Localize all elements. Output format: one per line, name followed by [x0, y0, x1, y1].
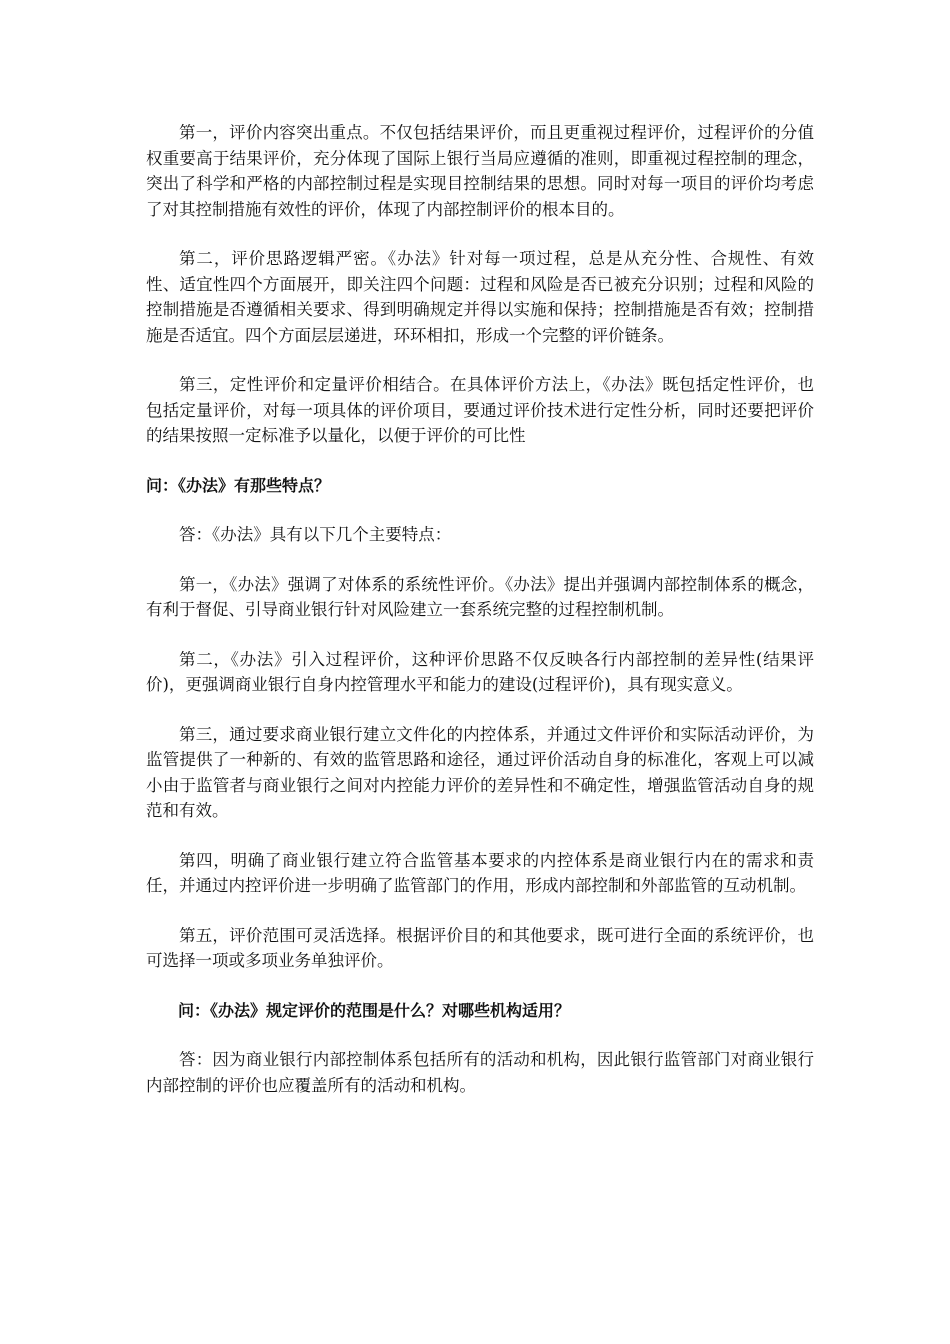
- answer-point-1: 第一，《办法》强调了对体系的系统性评价。《办法》提出并强调内部控制体系的概念，有利于督促、引导商业银行针对风险建立一套系统完整的过程控制机制。: [146, 574, 814, 619]
- question-heading-features: 问：《办法》有那些特点？: [146, 475, 331, 495]
- answer-scope: 答：因为商业银行内部控制体系包括所有的活动和机构，因此银行监管部门对商业银行内部控制的评价也应覆盖所有的活动和机构。: [146, 1050, 814, 1095]
- paragraph-feature-1: 第一，评价内容突出重点。不仅包括结果评价，而且更重视过程评价，过程评价的分值权重要高于结果评价，充分体现了国际上银行当局应遵循的准则，即重视过程控制的理念，突出了科学和严格的内部控制过程是实现目控制结果的思想。同时对每一项目的评价均考虑了对其控制措施有效性的评价，体现了内部控制评价的根本目的。: [146, 123, 814, 219]
- document-body: [146, 120, 814, 1122]
- answer-point-2: 第二，《办法》引入过程评价，这种评价思路不仅反映各行内部控制的差异性(结果评价)，更强调商业银行自身内控管理水平和能力的建设(过程评价)，具有现实意义。: [146, 649, 814, 694]
- answer-intro: 答：《办法》具有以下几个主要特点：: [179, 525, 452, 544]
- answer-point-3: 第三，通过要求商业银行建立文件化的内控体系，并通过文件评价和实际活动评价，为监管提供了一种新的、有效的监管思路和途径，通过评价活动自身的标准化，客观上可以减小由于监管者与商业银行之间对内控能力评价的差异性和不确定性，增强监管活动自身的规范和有效。: [146, 724, 814, 820]
- answer-point-5: 第五，评价范围可灵活选择。根据评价目的和其他要求，既可进行全面的系统评价，也可选择一项或多项业务单独评价。: [146, 925, 814, 970]
- paragraph-feature-2: 第二，评价思路逻辑严密。《办法》针对每一项过程，总是从充分性、合规性、有效性、适宜性四个方面展开，即关注四个问题：过程和风险是否已被充分识别；过程和风险的控制措施是否遵循相关要求、得到明确规定并得以实施和保持；控制措施是否有效；控制措施是否适宜。四个方面层层递进，环环相扣，形成一个完整的评价链条。: [146, 249, 814, 345]
- paragraph-feature-3: 第三，定性评价和定量评价相结合。在具体评价方法上，《办法》既包括定性评价，也包括定量评价，对每一项具体的评价项目，要通过评价技术进行定性分析，同时还要把评价的结果按照一定标准予以量化，以便于评价的可比性: [146, 375, 814, 445]
- question-heading-scope: 问：《办法》规定评价的范围是什么？对哪些机构适用？: [178, 1000, 571, 1020]
- answer-point-4: 第四，明确了商业银行建立符合监管基本要求的内控体系是商业银行内在的需求和责任，并通过内控评价进一步明确了监管部门的作用，形成内部控制和外部监管的互动机制。: [146, 850, 814, 895]
